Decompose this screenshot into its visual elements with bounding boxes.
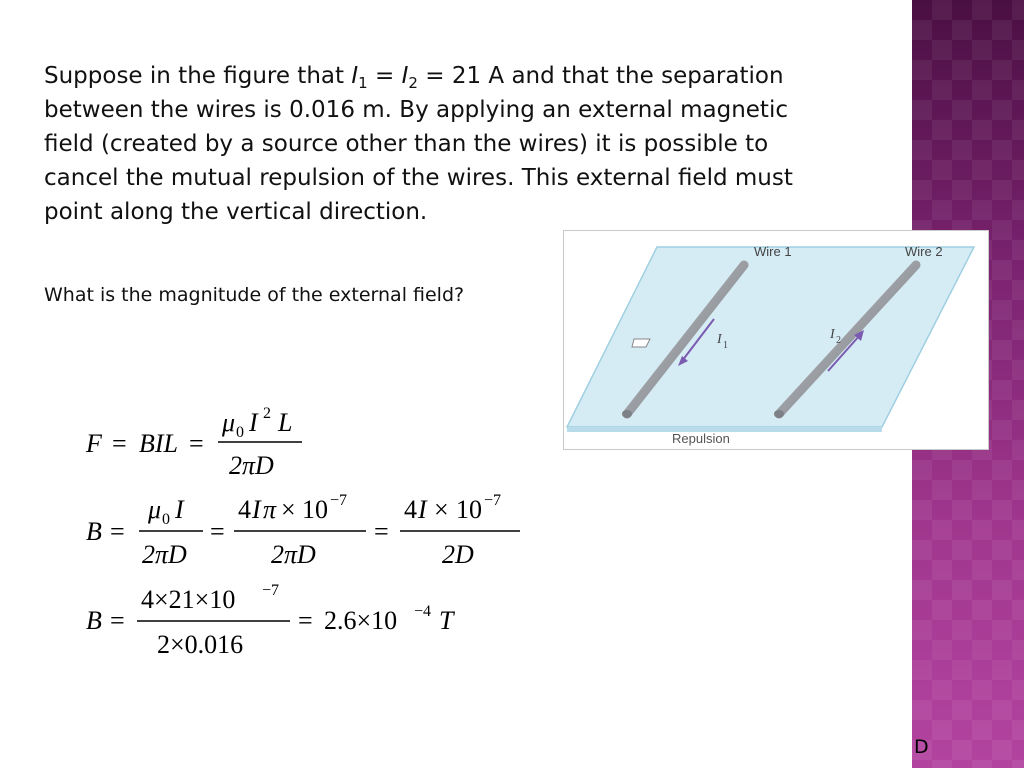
eq2-four: 4: [238, 495, 251, 524]
eq2-four-2: 4: [404, 495, 417, 524]
eq3-exponent-1: −7: [262, 582, 280, 599]
eq1-bil: BIL: [139, 429, 178, 458]
eq3-b: B: [86, 606, 102, 635]
equation-field-general: [86, 492, 520, 569]
eq3-numerator: 4×21×10: [141, 585, 236, 614]
eq2-i-3: I: [418, 495, 427, 524]
eq2-denominator-3: 2D: [442, 540, 474, 569]
eq3-result: 2.6×10: [324, 606, 398, 635]
answer-letter: D: [914, 736, 929, 758]
eq2-equals-2: =: [210, 517, 225, 546]
eq1-i: I: [249, 408, 258, 437]
current-subscript-2: 2: [408, 74, 418, 92]
eq2-exponent-1: −7: [330, 492, 348, 509]
eq2-times: ×: [281, 495, 296, 524]
eq1-mu: μ: [222, 408, 236, 437]
eq2-ten: 10: [302, 495, 328, 524]
eq2-equals-3: =: [374, 517, 389, 546]
eq2-mu-sub: 0: [162, 511, 170, 528]
equals-sign: =: [367, 63, 402, 89]
question-text: What is the magnitude of the external field?: [44, 284, 465, 306]
eq1-denominator: 2πD: [229, 451, 274, 480]
eq2-equals-1: =: [110, 517, 125, 546]
eq2-i-2: I: [252, 495, 261, 524]
current-2-subscript: 2: [836, 335, 841, 346]
eq2-exponent-2: −7: [484, 492, 502, 509]
wire-2-label: Wire 2: [905, 244, 943, 259]
problem-text-part1: Suppose in the figure that: [44, 63, 352, 89]
eq2-ten-2: 10: [456, 495, 482, 524]
eq2-pi: π: [263, 495, 277, 524]
eq1-square: 2: [263, 405, 271, 422]
eq3-unit: T: [439, 606, 454, 635]
eq1-l: L: [278, 408, 293, 437]
current-2-label: I: [830, 327, 835, 342]
eq3-denominator: 2×0.016: [157, 630, 244, 659]
current-1-subscript: 1: [723, 340, 728, 351]
equation-force: [85, 405, 302, 480]
eq3-exponent-2: −4: [414, 603, 432, 620]
eq3-equals-1: =: [110, 606, 125, 635]
current-subscript-1: 1: [358, 74, 368, 92]
problem-text-part2: = 21 A and that the separation between the wires is 0.016 m. By applying an external magnetic field (created by a source other than the wires) it is possible to cancel the mutual repulsion of the wires. This external field must point along the vertical direction.: [44, 63, 793, 225]
eq1-equals-2: =: [189, 429, 204, 458]
eq2-mu: μ: [148, 495, 162, 524]
eq2-times-2: ×: [434, 495, 449, 524]
eq1-mu-sub: 0: [236, 424, 244, 441]
eq1-equals-1: =: [112, 429, 127, 458]
eq2-i: I: [175, 495, 184, 524]
eq2-denominator-1: 2πD: [142, 540, 187, 569]
current-symbol-1: I: [351, 63, 359, 89]
equation-field-numeric: [86, 582, 455, 659]
eq2-denominator-2: 2πD: [271, 540, 316, 569]
wire-1-label: Wire 1: [754, 244, 792, 259]
eq3-equals-2: =: [298, 606, 313, 635]
eq1-f: F: [86, 429, 102, 458]
current-symbol-2: I: [401, 63, 409, 89]
eq2-b: B: [86, 517, 102, 546]
current-1-label: I: [717, 332, 722, 347]
figure-caption: Repulsion: [672, 431, 730, 446]
